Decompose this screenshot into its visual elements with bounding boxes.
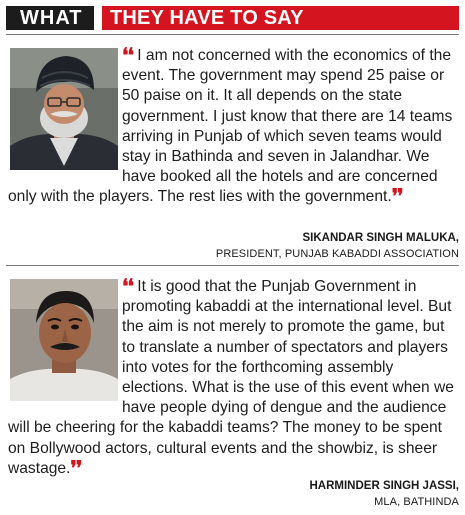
header-label-they-have-to-say: THEY HAVE TO SAY (102, 6, 459, 30)
quote-open-mark: ❛❛ (122, 43, 133, 67)
middle-divider (6, 265, 459, 266)
photo-wrap-spacer (8, 277, 122, 399)
speaker-title-jassi: MLA, BATHINDA (374, 496, 459, 508)
section-header (6, 6, 459, 30)
quote-text-maluka: I am not concerned with the economics of the event. The government may spend 25 paise or 50 paise on it. It all depends on the state government. I just know that there are 14 teams arriving in Punjab of which seven teams would stay in Bathinda and seven in Jalandhar. We have booked all the hotels and are concerned only with the players. The rest lies with the government. (8, 47, 453, 206)
speaker-name-jassi: HARMINDER SINGH JASSI, (309, 480, 459, 492)
quote-block-jassi (8, 274, 460, 480)
quote-close-mark: ❜❜ (70, 455, 82, 480)
speaker-title-maluka: PRESIDENT, PUNJAB KABADDI ASSOCIATION (215, 248, 459, 260)
top-divider (6, 34, 459, 35)
quote-open-mark: ❛❛ (122, 274, 133, 298)
header-gap (94, 6, 102, 30)
header-label-what: WHAT (6, 6, 94, 30)
photo-wrap-spacer (8, 46, 122, 168)
quote-text-jassi: It is good that the Punjab Government in promoting kabaddi at the international level. But the aim is not merely to promote the game, but to translate a number of spectators and players into votes for the forthcoming assembly elections. What is the use of this event when we have people dying of dengue and the audience will be cheering for the kabaddi teams? The money to be spent on Bollywood actors, cultural events and the showbiz, is sheer wastage. (8, 278, 454, 477)
speaker-name-maluka: SIKANDAR SINGH MALUKA, (302, 232, 459, 244)
quote-block-maluka (8, 43, 460, 209)
quote-close-mark: ❜❜ (391, 184, 403, 209)
